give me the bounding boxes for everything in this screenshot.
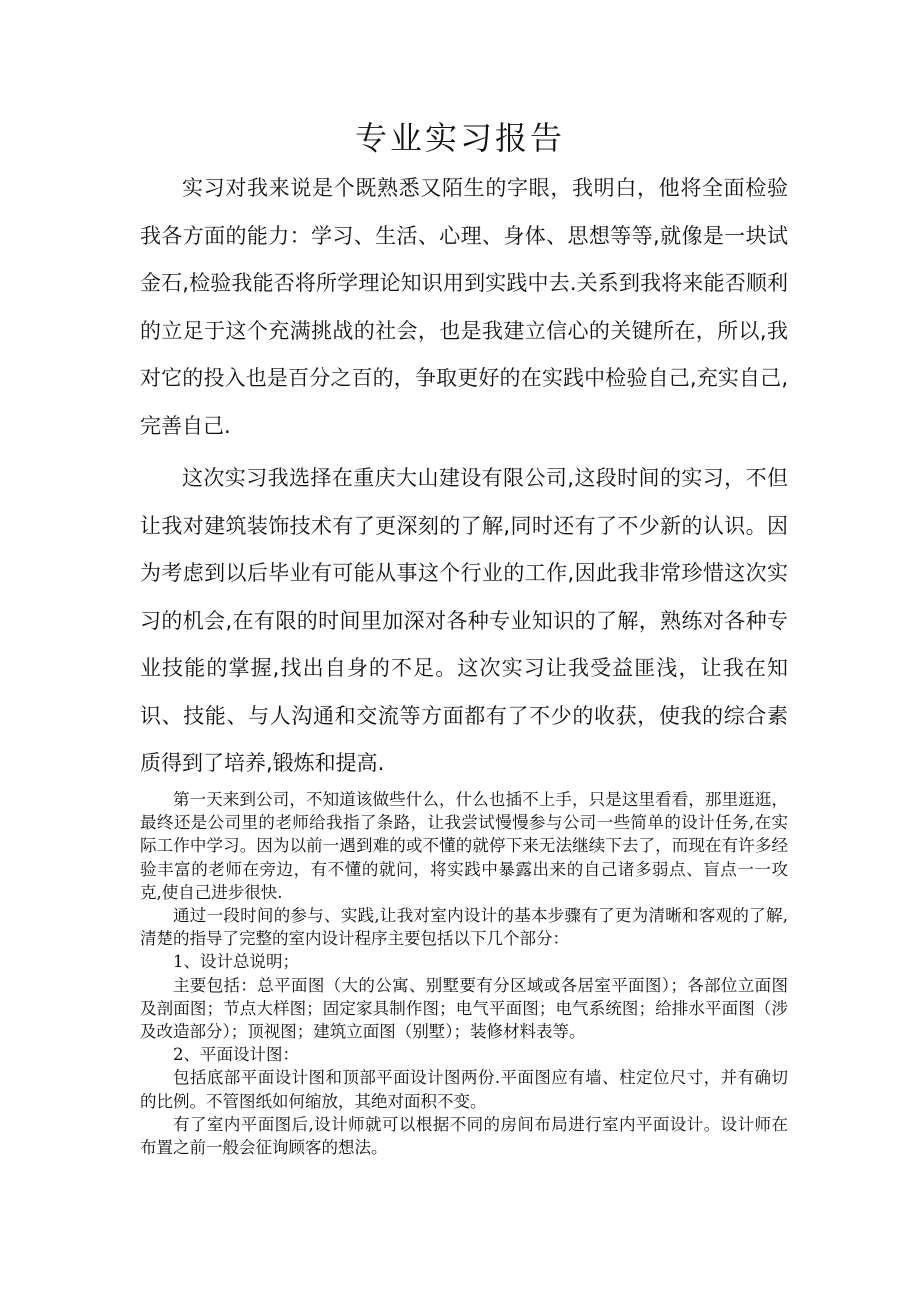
body-paragraph-understanding: 通过一段时间的参与、实践,让我对室内设计的基本步骤有了更为清晰和客观的了解,清楚的指导了完整的室内设计程序主要包括以下几个部分： [140, 906, 788, 949]
intro-paragraph-2: 这次实习我选择在重庆大山建设有限公司,这段时间的实习，不但让我对建筑装饰技术有了更深刻的了解,同时还有了不少新的认识。因为考虑到以后毕业有可能从事这个行业的工作,因此我非常珍惜这次实习的机会,在有限的时间里加深对各种专业知识的了解，熟练对各种专业技能的掌握,找出自身的不足。这次实习让我受益匪浅，让我在知识、技能、与人沟通和交流等方面都有了不少的收获，使我的综合素质得到了培养,锻炼和提高. [140, 466, 788, 775]
section-heading-floor-plan: 2、平面设计图： [173, 1045, 299, 1065]
body-paragraph-main-contents: 主要包括：总平面图（大的公寓、别墅要有分区域或各居室平面图）；各部位立面图及剖面图；节点大样图；固定家具制作图；电气平面图；电气系统图；给排水平面图（涉及改造部分）；顶视图；建筑立面图（别墅）；装修材料表等。 [140, 975, 788, 1042]
intro-paragraph-1: 实习对我来说是个既熟悉又陌生的字眼，我明白，他将全面检验我各方面的能力：学习、生活、心理、身体、思想等等,就像是一块试金石,检验我能否将所学理论知识用到实践中去.关系到我将来能否顺利的立足于这个充满挑战的社会，也是我建立信心的关键所在，所以,我对它的投入也是百分之百的，争取更好的在实践中检验自己,充实自己,完善自己. [140, 176, 788, 438]
body-paragraph-first-day: 第一天来到公司，不知道该做些什么，什么也插不上手，只是这里看看，那里逛逛，最终还是公司里的老师给我指了条路，让我尝试慢慢参与公司一些简单的设计任务,在实际工作中学习。因为以前一遇到难的或不懂的就停下来无法继续下去了，而现在有许多经验丰富的老师在旁边，有不懂的就问，将实践中暴露出来的自己诸多弱点、盲点一一攻克,使自己进步很快. [140, 790, 788, 902]
body-paragraph-floor-plan: 包括底部平面设计图和顶部平面设计图两份.平面图应有墙、柱定位尺寸，并有确切的比例。不管图纸如何缩放，其绝对面积不变。 [140, 1068, 788, 1111]
body-paragraph-interior-design: 有了室内平面图后,设计师就可以根据不同的房间布局进行室内平面设计。设计师在布置之前一般会征询顾客的想法。 [140, 1114, 788, 1158]
section-heading-design-overview: 1、设计总说明； [173, 952, 299, 972]
report-body [140, 788, 788, 1159]
document-title: 专业实习报告 [354, 119, 565, 157]
